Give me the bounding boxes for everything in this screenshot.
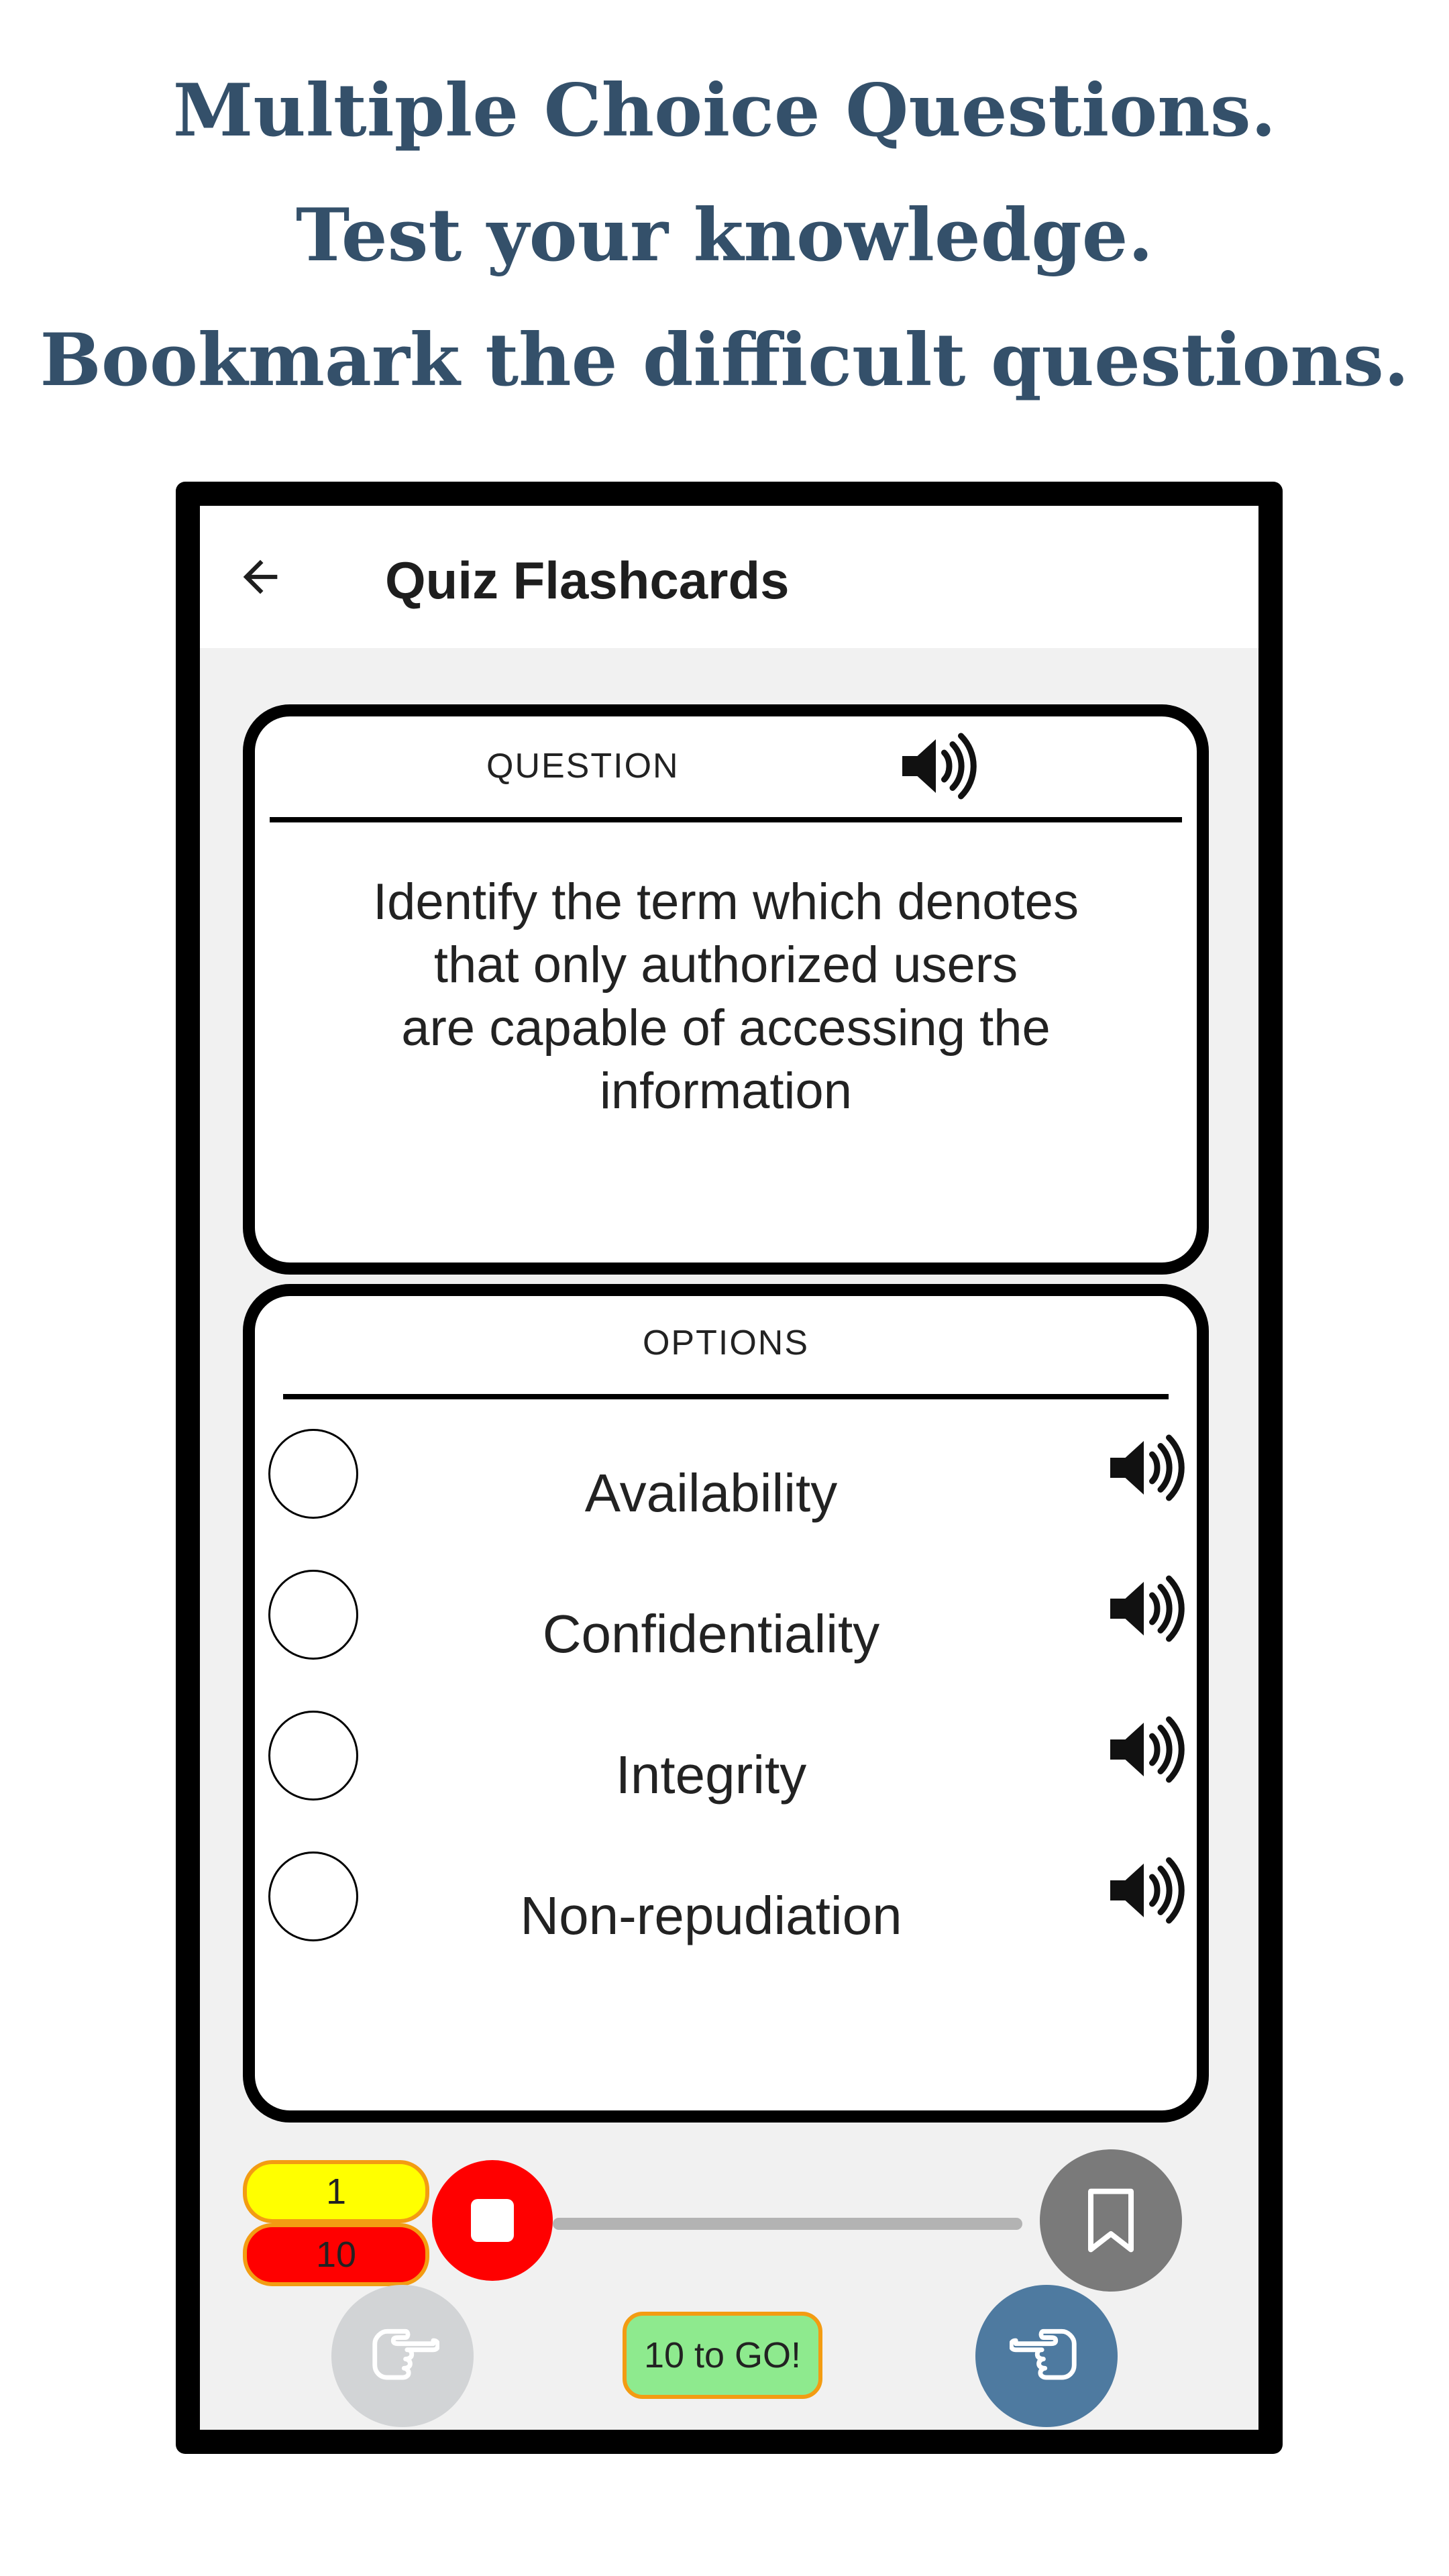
total-questions-counter: 10 <box>243 2223 429 2286</box>
option-radio[interactable] <box>268 1429 358 1519</box>
progress-bar <box>553 2218 1022 2230</box>
speaker-icon[interactable] <box>1107 1575 1187 1642</box>
question-text: Identify the term which denotes that only authorized users are capable of accessing the information <box>373 873 1079 1120</box>
hand-pointing-right-icon <box>1010 2319 1083 2393</box>
phone-frame <box>176 482 1283 2454</box>
bookmark-icon <box>1084 2187 1138 2254</box>
back-button[interactable] <box>227 543 294 610</box>
hand-pointing-left-icon <box>366 2319 439 2393</box>
question-label: QUESTION <box>486 747 680 786</box>
speaker-icon[interactable] <box>899 733 979 800</box>
app-title: Quiz Flashcards <box>385 551 790 610</box>
current-question-counter: 1 <box>243 2160 429 2223</box>
option-label: Confidentiality <box>542 1604 880 1664</box>
option-radio[interactable] <box>268 1570 358 1660</box>
headline-line-2: Test your knowledge. <box>295 193 1154 278</box>
headline-line-3: Bookmark the difficult questions. <box>40 318 1409 402</box>
previous-button[interactable] <box>331 2285 474 2427</box>
speaker-icon[interactable] <box>1107 1857 1187 1924</box>
question-card <box>243 704 1209 1275</box>
headline-line-1: Multiple Choice Questions. <box>172 68 1277 153</box>
promo-headline <box>0 48 1449 423</box>
remaining-badge: 10 to GO! <box>623 2312 822 2399</box>
option-row[interactable] <box>255 1711 1197 1831</box>
option-label: Integrity <box>615 1745 807 1805</box>
option-row[interactable] <box>255 1851 1197 1972</box>
option-radio[interactable] <box>268 1851 358 1941</box>
speaker-icon[interactable] <box>1107 1716 1187 1783</box>
app-bar <box>200 506 1258 648</box>
option-label: Non-repudiation <box>520 1886 902 1945</box>
option-label: Availability <box>584 1463 838 1523</box>
option-radio[interactable] <box>268 1711 358 1801</box>
stop-icon <box>471 2199 514 2242</box>
options-card <box>243 1284 1209 2123</box>
bookmark-button[interactable] <box>1040 2149 1182 2292</box>
options-label: OPTIONS <box>642 1324 810 1362</box>
option-row[interactable] <box>255 1570 1197 1690</box>
option-row[interactable] <box>255 1429 1197 1550</box>
question-divider <box>270 817 1182 822</box>
next-button[interactable] <box>975 2285 1118 2427</box>
stop-button[interactable] <box>432 2160 553 2281</box>
arrow-left-icon <box>235 551 286 602</box>
options-divider <box>283 1394 1169 1399</box>
speaker-icon[interactable] <box>1107 1434 1187 1501</box>
app-screen <box>200 506 1258 2430</box>
